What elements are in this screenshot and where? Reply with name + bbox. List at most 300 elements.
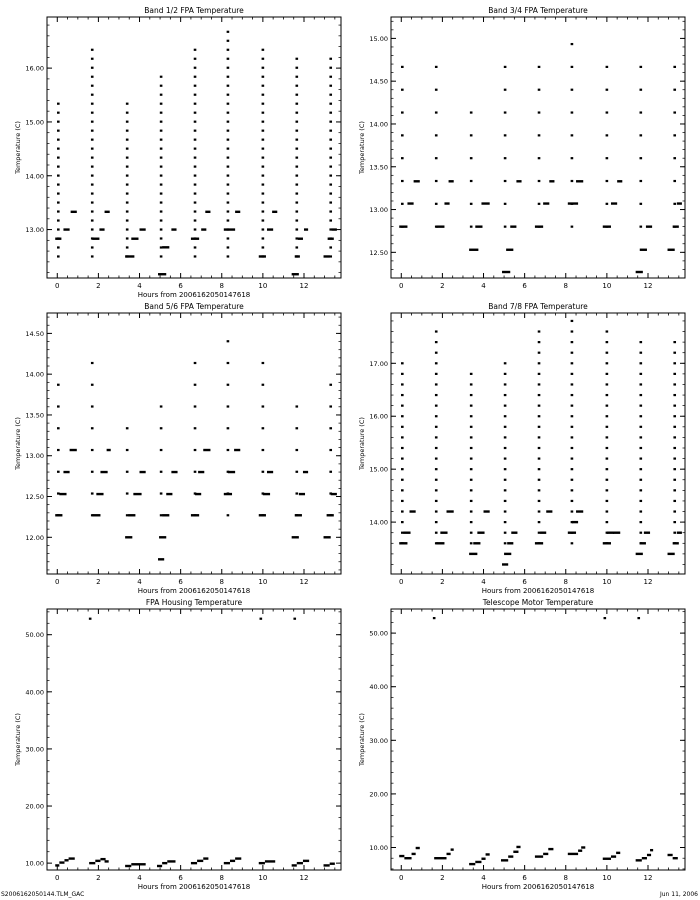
data-run (673, 542, 679, 544)
data-point (571, 43, 574, 45)
data-point (538, 383, 541, 385)
data-point (673, 341, 676, 343)
data-point (295, 103, 298, 105)
data-point (227, 427, 230, 429)
data-point (571, 405, 574, 407)
data-point (538, 66, 541, 68)
data-run (324, 255, 330, 257)
data-run (436, 542, 444, 544)
data-run (201, 228, 206, 230)
data-point (606, 500, 609, 502)
data-point (126, 166, 129, 168)
data-point (57, 449, 60, 451)
data-point (91, 94, 94, 96)
data-run (203, 449, 210, 451)
data-point (606, 89, 609, 91)
data-point (227, 246, 230, 248)
data-run (611, 855, 616, 857)
data-point (538, 89, 541, 91)
data-point (329, 192, 332, 194)
data-series (399, 320, 682, 566)
data-point (295, 58, 298, 60)
data-point (227, 157, 230, 159)
data-point (91, 255, 94, 257)
data-point (262, 58, 265, 60)
data-point (329, 112, 332, 114)
data-point (639, 457, 642, 459)
data-run (650, 849, 653, 851)
data-point (227, 237, 230, 239)
data-point-outlier (637, 617, 640, 619)
data-point (160, 201, 163, 203)
data-point (194, 192, 197, 194)
data-point (160, 94, 163, 96)
data-point (329, 157, 332, 159)
data-run (581, 846, 585, 848)
data-run (330, 863, 335, 865)
data-point (329, 67, 332, 69)
data-point (435, 489, 438, 491)
data-point-outlier (604, 617, 607, 619)
data-run (568, 853, 578, 855)
x-tick-label: 10 (602, 578, 612, 586)
data-point (571, 134, 574, 136)
x-tick-label: 8 (563, 282, 568, 290)
data-point (504, 66, 507, 68)
data-point (673, 447, 676, 449)
data-point (538, 330, 541, 332)
data-point-outlier (433, 617, 436, 619)
data-point (571, 89, 574, 91)
data-point (504, 521, 507, 523)
data-point (194, 58, 197, 60)
data-point (227, 103, 230, 105)
data-series (399, 617, 678, 865)
x-tick-label: 0 (55, 578, 60, 586)
data-run (576, 180, 583, 182)
data-run (224, 493, 232, 495)
data-point (262, 121, 265, 123)
data-point (639, 66, 642, 68)
data-run (191, 862, 197, 864)
data-point (504, 394, 507, 396)
data-point (126, 219, 129, 221)
data-run (328, 238, 334, 240)
data-point (606, 66, 609, 68)
data-point (435, 89, 438, 91)
data-run (327, 514, 334, 516)
data-point (57, 492, 60, 494)
x-tick-label: 2 (440, 578, 445, 586)
data-point (538, 521, 541, 523)
data-point (606, 203, 609, 205)
data-point (295, 237, 298, 239)
data-point (538, 510, 541, 512)
data-point (295, 76, 298, 78)
data-run (412, 853, 416, 855)
data-point (435, 468, 438, 470)
data-point (435, 426, 438, 428)
data-point (470, 468, 473, 470)
data-point (329, 210, 332, 212)
data-point (227, 67, 230, 69)
data-point (295, 246, 298, 248)
panel-1 (14, 6, 341, 299)
x-tick-label: 6 (522, 282, 527, 290)
y-axis-label: Temperature (C) (358, 121, 366, 174)
data-point (262, 67, 265, 69)
data-point (435, 373, 438, 375)
data-run (162, 862, 167, 864)
data-point (639, 510, 642, 512)
data-point (160, 130, 163, 132)
data-point (639, 89, 642, 91)
data-point (673, 383, 676, 385)
data-point (435, 180, 438, 182)
data-run (324, 864, 330, 866)
data-run (673, 225, 679, 227)
data-point (126, 174, 129, 176)
data-run (475, 861, 481, 863)
y-tick-label: 10.00 (369, 843, 388, 852)
data-run (611, 202, 617, 204)
data-run (399, 225, 407, 227)
chart-title: Band 7/8 FPA Temperature (488, 302, 588, 311)
data-point (194, 384, 197, 386)
data-point (194, 183, 197, 185)
data-run (59, 861, 64, 863)
data-point (194, 471, 197, 473)
data-point (262, 362, 265, 364)
y-axis-label: Temperature (C) (14, 713, 22, 766)
data-point (435, 352, 438, 354)
data-point (57, 219, 60, 221)
y-tick-label: 15.00 (25, 118, 44, 127)
data-run (158, 558, 164, 560)
data-point (295, 228, 298, 230)
data-point (639, 180, 642, 182)
data-run (677, 532, 682, 534)
data-point (329, 201, 332, 203)
data-point (504, 479, 507, 481)
data-point (160, 103, 163, 105)
data-point (194, 112, 197, 114)
data-point (401, 415, 404, 417)
data-point (504, 510, 507, 512)
data-run (414, 180, 420, 182)
panel-2 (358, 6, 685, 290)
data-run (535, 225, 543, 227)
data-run (162, 514, 169, 516)
y-tick-label: 20.00 (25, 802, 44, 811)
data-point (538, 394, 541, 396)
x-tick-label: 0 (55, 282, 60, 290)
data-point (504, 362, 507, 364)
data-point (160, 255, 163, 257)
data-point (401, 89, 404, 91)
y-tick-label: 15.00 (369, 34, 388, 43)
data-point (329, 449, 332, 451)
data-run (636, 553, 643, 555)
data-point (470, 394, 473, 396)
data-point (401, 447, 404, 449)
plot-frame (47, 609, 341, 870)
data-point (295, 174, 298, 176)
data-point (194, 121, 197, 123)
data-point (538, 362, 541, 364)
data-point (401, 394, 404, 396)
data-run (507, 542, 513, 544)
data-point (91, 492, 94, 494)
data-point (571, 66, 574, 68)
data-point (295, 112, 298, 114)
data-point (91, 139, 94, 141)
data-point (571, 447, 574, 449)
data-run (568, 202, 578, 204)
data-run (603, 858, 611, 860)
x-tick-label: 12 (299, 578, 309, 586)
data-point (329, 405, 332, 407)
data-point (504, 89, 507, 91)
data-point (194, 139, 197, 141)
data-point (262, 49, 265, 51)
data-point (295, 166, 298, 168)
chart-title: Band 3/4 FPA Temperature (488, 6, 588, 15)
data-run (265, 860, 275, 862)
data-run (416, 847, 420, 849)
data-point (571, 468, 574, 470)
x-tick-label: 0 (399, 874, 404, 882)
y-axis-label: Temperature (C) (358, 417, 366, 470)
data-point (504, 447, 507, 449)
data-run (191, 238, 199, 240)
data-point (571, 489, 574, 491)
data-point (57, 103, 60, 105)
data-point (91, 166, 94, 168)
data-point (673, 394, 676, 396)
data-point (504, 468, 507, 470)
data-point (91, 210, 94, 212)
data-point (194, 255, 197, 257)
data-run (543, 853, 548, 855)
data-point (401, 203, 404, 205)
data-point (329, 121, 332, 123)
data-run (159, 536, 166, 538)
panel-6 (358, 598, 685, 891)
y-tick-label: 12.00 (25, 533, 44, 542)
data-point (227, 255, 230, 257)
x-tick-label: 12 (643, 282, 653, 290)
data-point (91, 121, 94, 123)
data-point (194, 67, 197, 69)
data-point (606, 134, 609, 136)
data-point (227, 121, 230, 123)
data-run (647, 854, 651, 856)
data-run (668, 854, 673, 856)
data-point (639, 394, 642, 396)
y-tick-label: 14.00 (25, 172, 44, 181)
y-tick-label: 30.00 (369, 736, 388, 745)
data-run (125, 536, 132, 538)
data-point (639, 383, 642, 385)
data-point (126, 157, 129, 159)
data-point (571, 479, 574, 481)
data-point (571, 500, 574, 502)
data-point (606, 394, 609, 396)
y-tick-label: 10.00 (25, 859, 44, 868)
data-run (502, 563, 508, 565)
data-point (571, 157, 574, 159)
data-point (126, 449, 129, 451)
data-run (481, 858, 485, 860)
data-run (303, 860, 309, 862)
x-tick-label: 8 (219, 578, 224, 586)
x-tick-label: 6 (178, 578, 183, 586)
data-run (613, 532, 620, 534)
data-point (606, 157, 609, 159)
data-point (639, 521, 642, 523)
data-point (329, 255, 332, 257)
data-point (57, 121, 60, 123)
data-point (606, 111, 609, 113)
data-point (295, 67, 298, 69)
data-run (205, 211, 210, 213)
data-run (481, 202, 489, 204)
data-point (227, 139, 230, 141)
data-point (329, 94, 332, 96)
y-tick-label: 20.00 (369, 790, 388, 799)
data-point (160, 449, 163, 451)
y-axis-label: Temperature (C) (14, 417, 22, 470)
data-point (538, 352, 541, 354)
data-point (470, 479, 473, 481)
data-run (451, 848, 454, 850)
data-point (262, 139, 265, 141)
data-point (673, 352, 676, 354)
data-point (227, 148, 230, 150)
data-point (91, 405, 94, 407)
data-point (435, 362, 438, 364)
data-point (91, 362, 94, 364)
data-point (262, 201, 265, 203)
data-series (55, 340, 337, 560)
data-point (470, 436, 473, 438)
x-tick-label: 6 (178, 282, 183, 290)
data-point (329, 76, 332, 78)
x-tick-label: 8 (563, 578, 568, 586)
data-run (449, 180, 454, 182)
data-point (57, 157, 60, 159)
data-point (401, 468, 404, 470)
data-point (126, 427, 129, 429)
x-tick-label: 6 (178, 874, 183, 882)
data-point (91, 85, 94, 87)
data-point (470, 373, 473, 375)
y-tick-label: 13.00 (25, 452, 44, 461)
data-run (617, 180, 622, 182)
data-run (131, 863, 145, 865)
data-point (126, 121, 129, 123)
data-point (470, 489, 473, 491)
data-run (166, 493, 172, 495)
data-run (96, 493, 103, 495)
data-point (295, 148, 298, 150)
data-point (194, 362, 197, 364)
data-run (543, 202, 549, 204)
data-point (639, 489, 642, 491)
data-run (469, 553, 477, 555)
data-point (295, 449, 298, 451)
data-point (504, 203, 507, 205)
panel-4 (358, 302, 685, 595)
data-point (194, 76, 197, 78)
data-point (571, 394, 574, 396)
data-point (262, 427, 265, 429)
data-point (673, 500, 676, 502)
x-tick-label: 2 (96, 874, 101, 882)
data-run (295, 514, 302, 516)
data-run (568, 532, 576, 534)
data-point (606, 457, 609, 459)
data-point (91, 67, 94, 69)
panel-3 (14, 302, 341, 595)
x-tick-label: 4 (481, 578, 486, 586)
data-point (91, 174, 94, 176)
data-point (538, 111, 541, 113)
data-point (538, 341, 541, 343)
data-point (295, 157, 298, 159)
data-point (329, 183, 332, 185)
data-point (194, 94, 197, 96)
data-point (295, 210, 298, 212)
chart-title: FPA Housing Temperature (145, 598, 243, 607)
data-run (162, 246, 169, 248)
x-tick-label: 4 (137, 578, 142, 586)
data-point (435, 415, 438, 417)
data-run (63, 228, 69, 230)
data-point (160, 174, 163, 176)
data-point (57, 405, 60, 407)
data-point (329, 219, 332, 221)
data-point (470, 521, 473, 523)
data-run (469, 249, 478, 251)
data-point (126, 246, 129, 248)
y-tick-label: 30.00 (25, 745, 44, 754)
data-run (447, 853, 451, 855)
data-run (234, 449, 240, 451)
data-run (128, 514, 135, 516)
data-point (470, 134, 473, 136)
data-run (131, 238, 138, 240)
data-point (57, 228, 60, 230)
data-point (227, 340, 230, 342)
x-tick-label: 8 (563, 874, 568, 882)
data-point (295, 130, 298, 132)
data-run (668, 249, 675, 251)
data-point (606, 447, 609, 449)
data-point (194, 427, 197, 429)
data-point (91, 183, 94, 185)
data-point (57, 166, 60, 168)
data-point (673, 203, 676, 205)
y-tick-label: 16.00 (369, 412, 388, 421)
data-run (259, 862, 265, 864)
y-tick-label: 14.50 (369, 77, 388, 86)
data-point (227, 166, 230, 168)
data-run (292, 536, 299, 538)
data-point (571, 330, 574, 332)
data-point (571, 510, 574, 512)
